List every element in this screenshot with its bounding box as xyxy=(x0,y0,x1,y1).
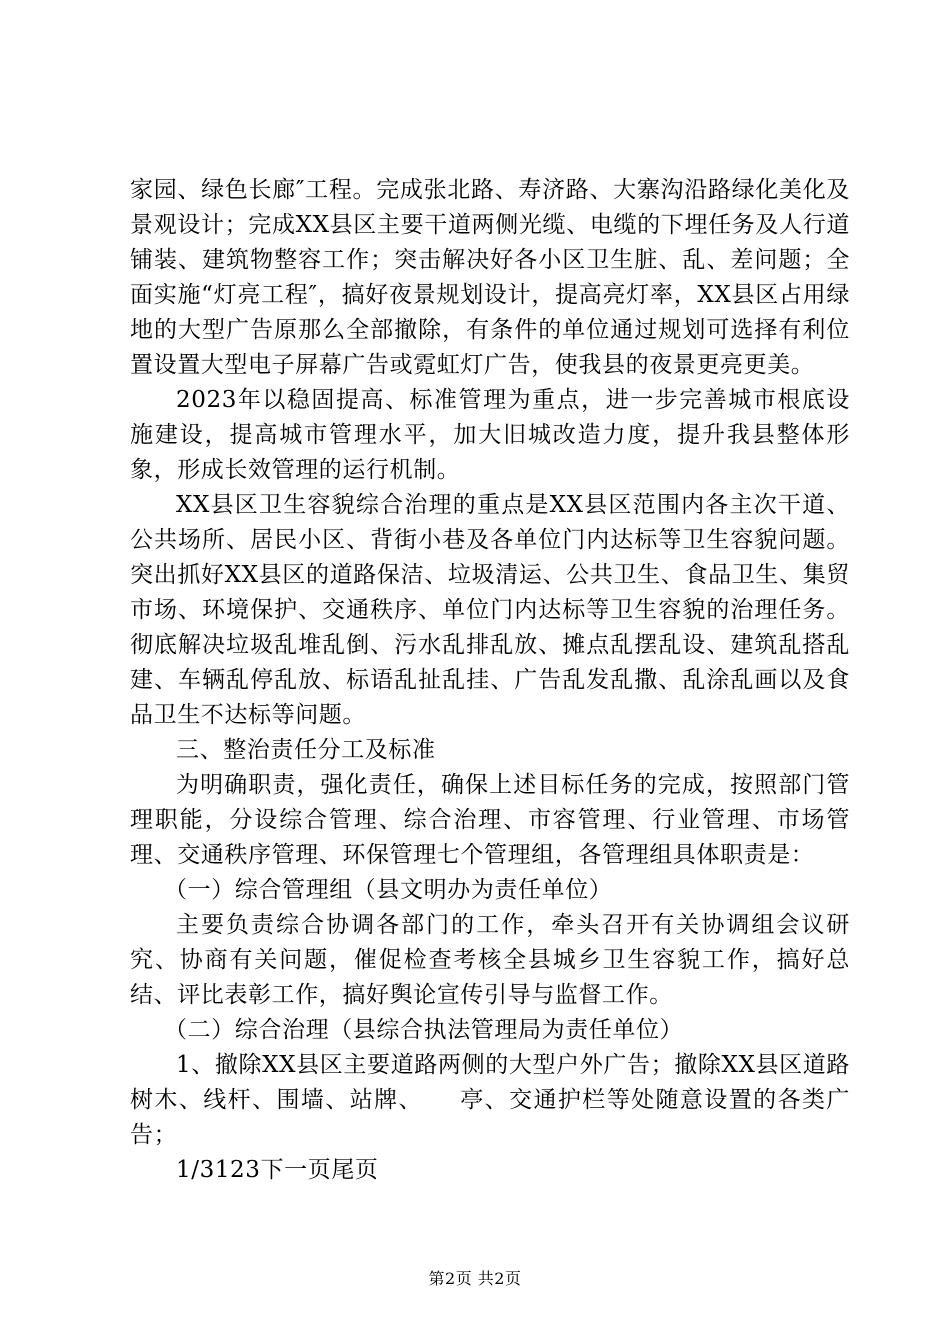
body-paragraph: 1、撤除XX县区主要道路两侧的大型户外广告；撤除XX县区道路树木、线杆、围墙、站牌、 亭、交通护栏等处随意设置的各类广告； xyxy=(130,1052,850,1148)
subsection-heading: （一）综合管理组（县文明办为责任单位） xyxy=(164,877,613,903)
pagination-text: 1/3123下一页尾页 xyxy=(176,1157,379,1183)
subsection-heading: （二）综合治理（县综合执法管理局为责任单位） xyxy=(164,1017,684,1043)
body-paragraph: 2023年以稳固提高、标准管理为重点，进一步完善城市根底设施建设，提高城市管理水平，加大旧城改造力度，提升我县整体形象，形成长效管理的运行机制。 xyxy=(130,387,850,483)
body-paragraph: 主要负责综合协调各部门的工作，牵头召开有关协调组会议研究、协商有关问题，催促检查考核全县城乡卫生容貌工作，搞好总结、评比表彰工作，搞好舆论宣传引导与监督工作。 xyxy=(130,912,850,1008)
body-paragraph: XX县区卫生容貌综合治理的重点是XX县区范围内各主次干道、公共场所、居民小区、背街小巷及各单位门内达标等卫生容貌问题。突出抓好XX县区的道路保洁、垃圾清运、公共卫生、食品卫生、集贸市场、环境保护、交通秩序、单位门内达标等卫生容貌的治理任务。彻底解决垃圾乱堆乱倒、污水乱排乱放、摊点乱摆乱设、建筑乱搭乱建、车辆乱停乱放、标语乱扯乱挂、广告乱发乱撒、乱涂乱画以及食品卫生不达标等问题。 xyxy=(130,492,850,728)
document-body xyxy=(130,173,850,1188)
body-paragraph: 家园、绿色长廊″工程。完成张北路、寿济路、大寨沟沿路绿化美化及景观设计；完成XX县区主要干道两侧光缆、电缆的下埋任务及人行道铺装、建筑物整容工作；突击解决好各小区卫生脏、乱、差问题；全面实施“灯亮工程″，搞好夜景规划设计，提高亮灯率，XX县区占用绿地的大型广告原那么全部撤除，有条件的单位通过规划可选择有利位置设置大型电子屏幕广告或霓虹灯广告，使我县的夜景更亮更美。 xyxy=(130,177,850,378)
page-footer: 第2页 共2页 xyxy=(428,1269,522,1288)
section-heading: 三、整治责任分工及标准 xyxy=(176,737,436,763)
body-paragraph: 为明确职责，强化责任，确保上述目标任务的完成，按照部门管理职能，分设综合管理、综合治理、市容管理、行业管理、市场管理、交通秩序管理、环保管理七个管理组，各管理组具体职责是： xyxy=(130,772,850,868)
